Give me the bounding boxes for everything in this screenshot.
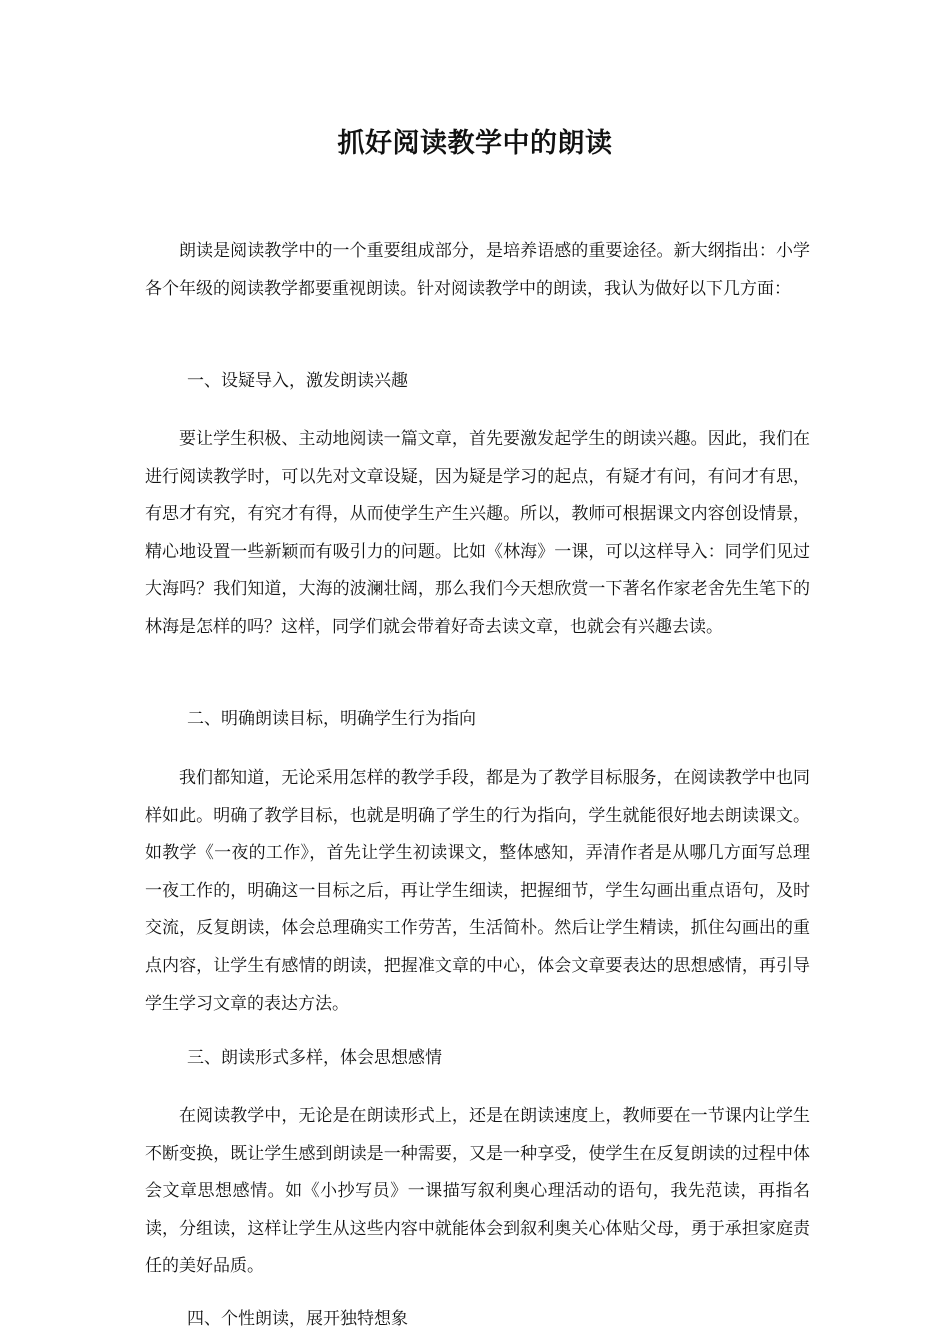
section-body-3: 在阅读教学中，无论是在朗读形式上，还是在朗读速度上，教师要在一节课内让学生不断变换，既让学生感到朗读是一种需要，又是一种享受，使学生在反复朗读的过程中体会文章思想感情。如《小抄写员》一课描写叙利奥心理活动的语句，我先范读，再指名读，分组读，这样让学生从这些内容中就能体会到叙利奥关心体贴父母，勇于承担家庭责任的美好品质。 (145, 1106, 810, 1277)
document-title: 抓好阅读教学中的朗读 (337, 128, 613, 159)
section-body-1: 要让学生积极、主动地阅读一篇文章，首先要激发起学生的朗读兴趣。因此，我们在进行阅读教学时，可以先对文章设疑，因为疑是学习的起点，有疑才有问，有问才有思，有思才有究，有究才有得，从而使学生产生兴趣。所以，教师可根据课文内容创设情景，精心地设置一些新颖而有吸引力的问题。比如《林海》一课，可以这样导入：同学们见过大海吗？我们知道，大海的波澜壮阔，那么我们今天想欣赏一下著名作家老舍先生笔下的林海是怎样的吗？这样，同学们就会带着好奇去读文章，也就会有兴趣去读。 (145, 429, 810, 637)
section-heading-1: 一、设疑导入，激发朗读兴趣 (187, 371, 408, 391)
intro-paragraph: 朗读是阅读教学中的一个重要组成部分，是培养语感的重要途径。新大纲指出：小学各个年级的阅读教学都要重视朗读。针对阅读教学中的朗读，我认为做好以下几方面： (145, 241, 810, 299)
section-heading-4: 四、个性朗读，展开独特想象 (187, 1309, 408, 1329)
section-heading-2: 二、明确朗读目标，明确学生行为指向 (187, 709, 476, 729)
section-heading-3: 三、朗读形式多样，体会思想感情 (187, 1048, 442, 1068)
section-body-2: 我们都知道，无论采用怎样的教学手段，都是为了教学目标服务，在阅读教学中也同样如此。明确了教学目标，也就是明确了学生的行为指向，学生就能很好地去朗读课文。如教学《一夜的工作》，首先让学生初读课文，整体感知，弄清作者是从哪几方面写总理一夜工作的，明确这一目标之后，再让学生细读，把握细节，学生勾画出重点语句，及时交流，反复朗读，体会总理确实工作劳苦，生活简朴。然后让学生精读，抓住勾画出的重点内容，让学生有感情的朗读，把握准文章的中心，体会文章要表达的思想感情，再引导学生学习文章的表达方法。 (145, 768, 810, 1014)
